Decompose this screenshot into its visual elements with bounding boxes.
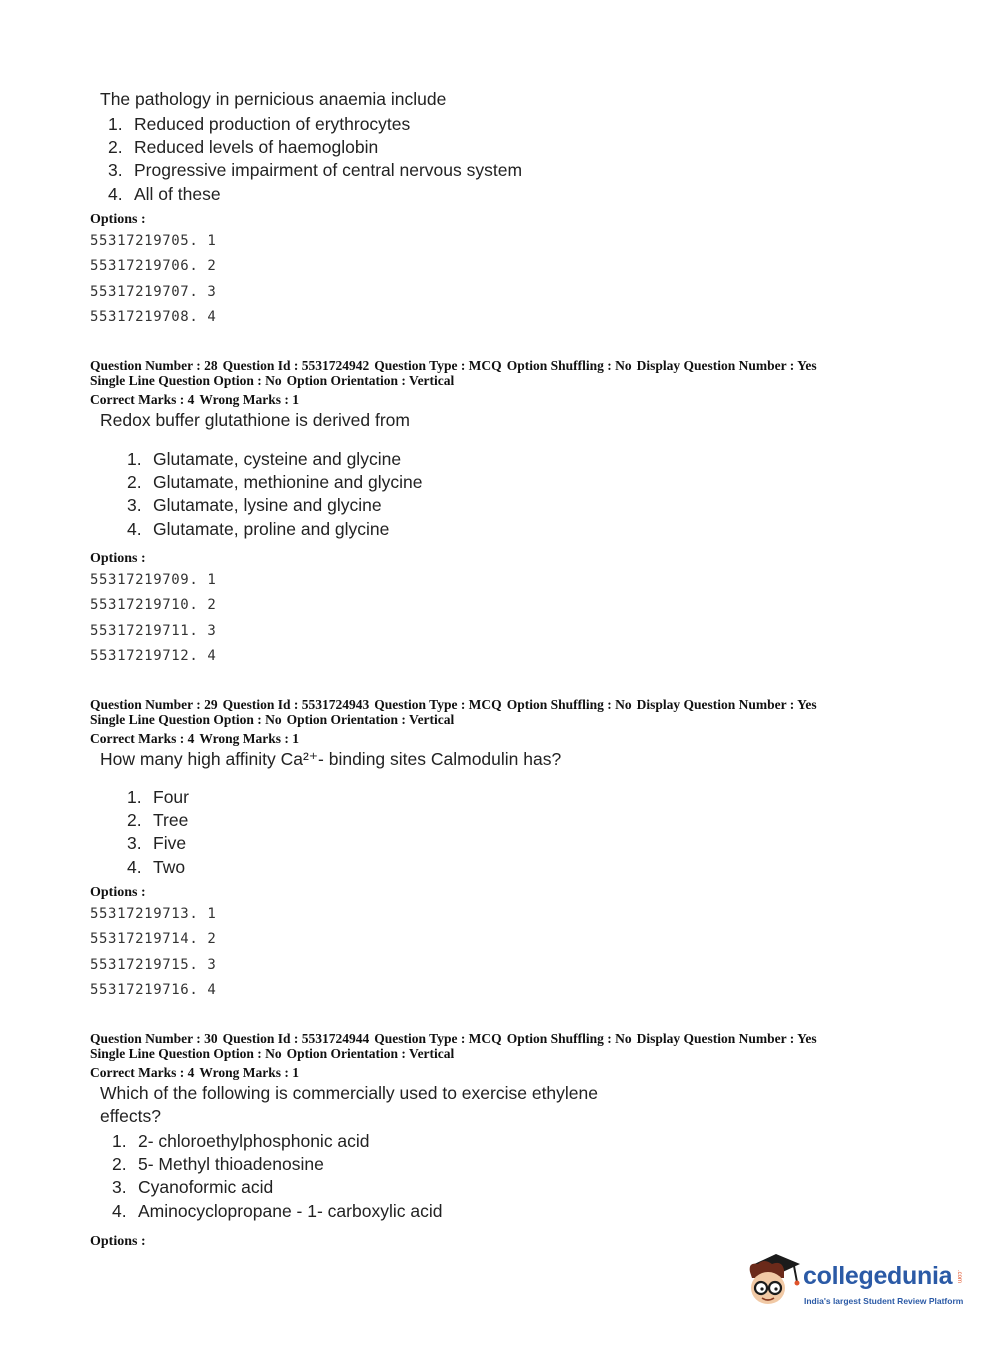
option-id: 55317219705. 1	[90, 233, 217, 249]
question-meta-line: Single Line Question Option : No Option Orientation : Vertical	[90, 712, 455, 727]
option-id: 55317219709. 1	[90, 572, 217, 588]
answer-choice: 3. Progressive impairment of central nervous system	[108, 160, 523, 181]
answer-choices	[127, 786, 189, 879]
option-id: 55317219706. 2	[90, 258, 217, 275]
answer-choice: 1. Four	[127, 787, 189, 807]
answer-choice: 3. Glutamate, lysine and glycine	[127, 495, 382, 516]
answer-choice: 1. Glutamate, cysteine and glycine	[127, 449, 402, 469]
answer-choice: 2. 5- Methyl thioadenosine	[112, 1154, 324, 1175]
answer-choice: 4. Aminocyclopropane - 1- carboxylic acid	[112, 1200, 443, 1221]
question-stem: Redox buffer glutathione is derived from	[100, 410, 410, 430]
option-id: 55317219714. 2	[90, 931, 217, 948]
question-meta-line: Question Number : 30 Question Id : 5531724944 Question Type : MCQ Option Shuffling : No Display Question Number : Yes	[90, 1031, 817, 1046]
answer-choice: 2. Reduced levels of haemoglobin	[108, 137, 379, 158]
collegedunia-logo[interactable]	[742, 1248, 972, 1314]
option-id: 55317219708. 4	[90, 308, 217, 325]
marks-line: Correct Marks : 4 Wrong Marks : 1	[90, 1065, 299, 1080]
answer-choice: 1. Reduced production of erythrocytes	[108, 114, 411, 134]
answer-choice: 2. Tree	[127, 810, 189, 831]
answer-choice: 4. All of these	[108, 183, 221, 204]
marks-line: Correct Marks : 4 Wrong Marks : 1	[90, 731, 299, 746]
mascot-icon	[742, 1248, 802, 1310]
option-id-list	[90, 902, 216, 1003]
option-id-list	[90, 229, 216, 330]
answer-choices	[112, 1130, 442, 1223]
question-stem: How many high affinity Ca²⁺- binding sites Calmodulin has?	[100, 749, 562, 769]
option-id: 55317219711. 3	[90, 622, 217, 639]
options-label: Options :	[90, 212, 146, 227]
answer-choices	[108, 113, 522, 206]
logo-domain: .com	[956, 1270, 962, 1284]
answer-choices	[127, 448, 422, 541]
answer-choice: 3. Cyanoformic acid	[112, 1177, 274, 1198]
question-meta-line: Single Line Question Option : No Option Orientation : Vertical	[90, 373, 455, 388]
options-label: Options :	[90, 551, 146, 566]
answer-choice: 1. 2- chloroethylphosphonic acid	[112, 1131, 370, 1151]
logo-tagline: India's largest Student Review Platform	[804, 1296, 964, 1306]
answer-choice: 4. Two	[127, 856, 186, 877]
question-meta-line: Question Number : 29 Question Id : 5531724943 Question Type : MCQ Option Shuffling : No Display Question Number : Yes	[90, 697, 817, 712]
question-stem: Which of the following is commercially used to exercise ethylene effects?	[100, 1083, 598, 1126]
logo-wordmark: collegedunia	[803, 1262, 953, 1290]
option-id-list	[90, 568, 216, 669]
question-meta-line: Question Number : 28 Question Id : 5531724942 Question Type : MCQ Option Shuffling : No Display Question Number : Yes	[90, 358, 817, 373]
answer-choice: 3. Five	[127, 833, 187, 854]
question-stem: The pathology in pernicious anaemia include	[100, 89, 447, 109]
options-label: Options :	[90, 1234, 146, 1249]
option-id: 55317219715. 3	[90, 956, 217, 973]
option-id: 55317219707. 3	[90, 283, 217, 300]
question-meta-line: Single Line Question Option : No Option Orientation : Vertical	[90, 1046, 455, 1061]
answer-choice: 4. Glutamate, proline and glycine	[127, 518, 390, 539]
option-id: 55317219712. 4	[90, 647, 217, 664]
options-label: Options :	[90, 885, 146, 900]
answer-choice: 2. Glutamate, methionine and glycine	[127, 472, 423, 493]
option-id: 55317219713. 1	[90, 906, 217, 922]
marks-line: Correct Marks : 4 Wrong Marks : 1	[90, 392, 299, 407]
option-id: 55317219710. 2	[90, 597, 217, 614]
option-id: 55317219716. 4	[90, 981, 217, 998]
